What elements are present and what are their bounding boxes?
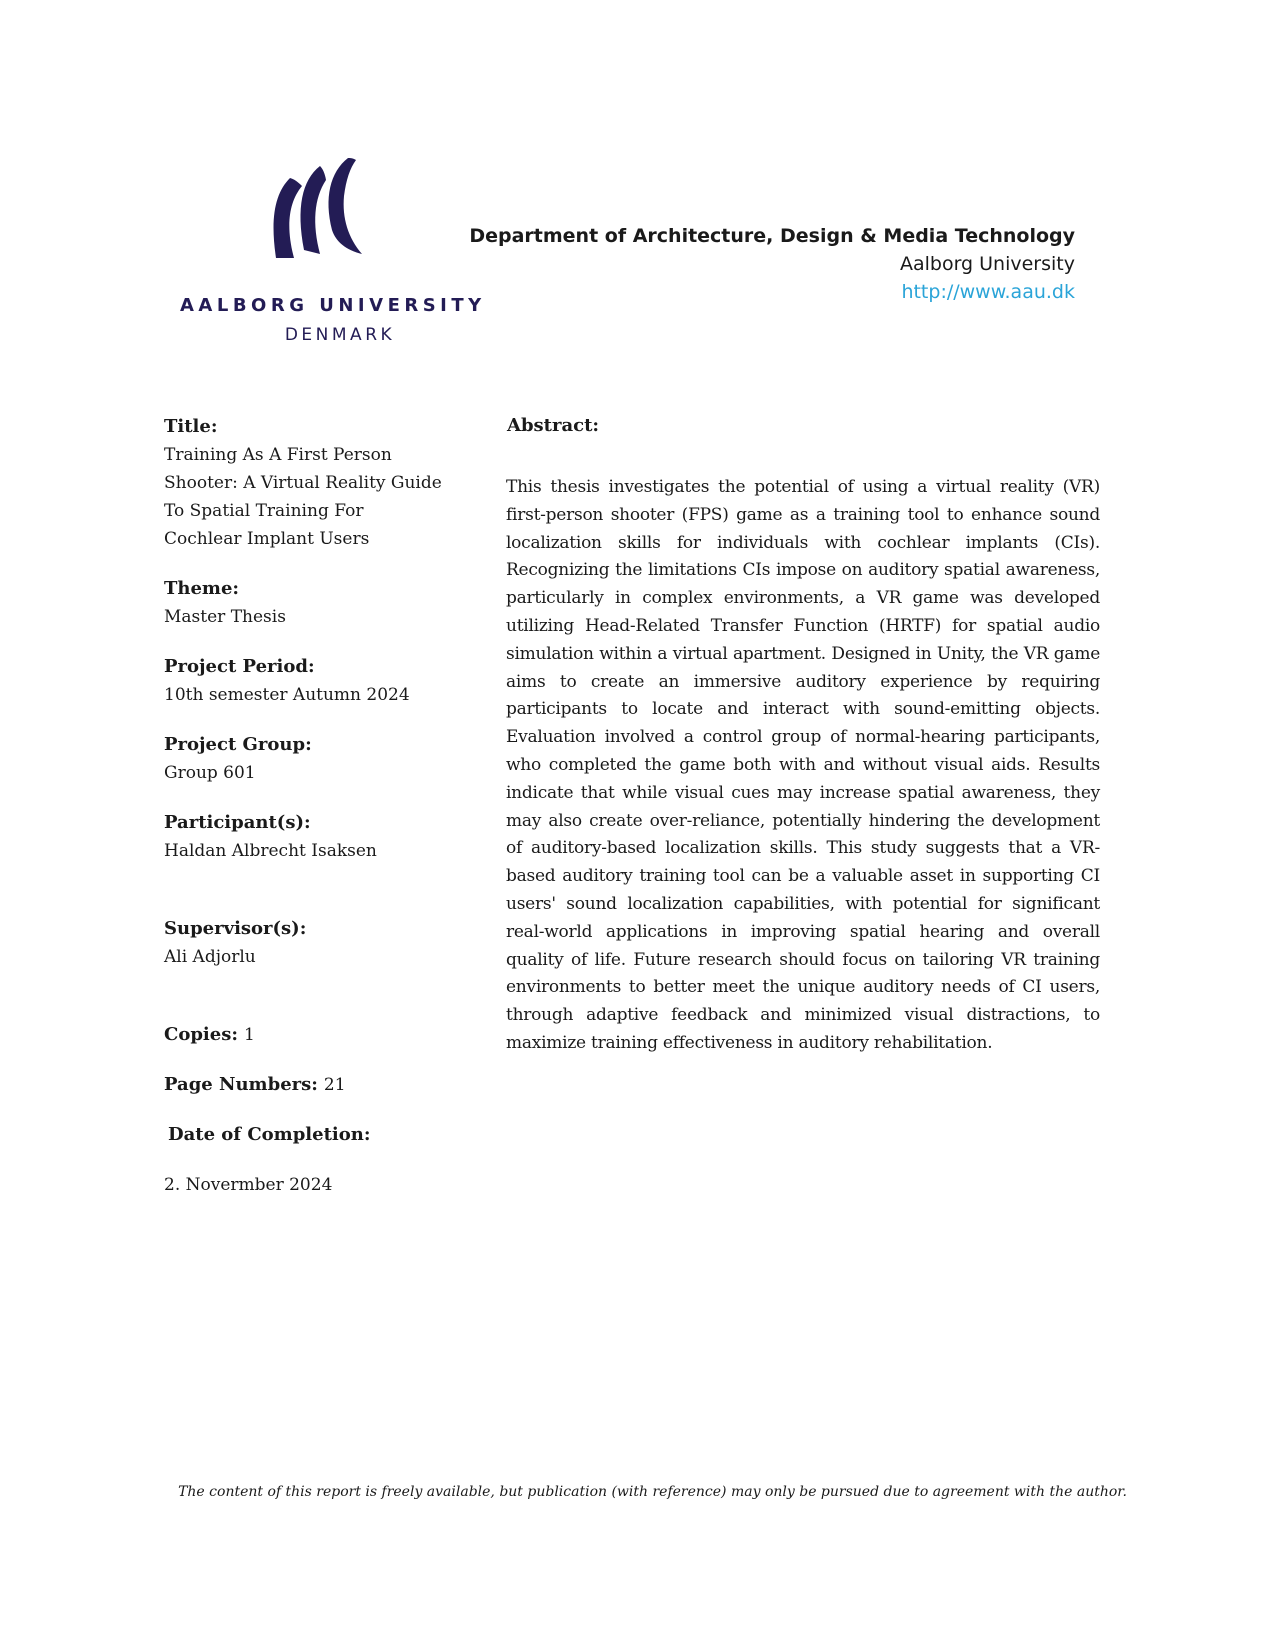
period-label: Project Period: — [164, 656, 315, 677]
department-name: Department of Architecture, Design & Media Technology — [469, 225, 1075, 247]
participants-value: Haldan Albrecht Isaksen — [164, 841, 377, 861]
title-label: Title: — [164, 416, 218, 437]
supervisors-label: Supervisor(s): — [164, 918, 307, 939]
pages-value: 21 — [323, 1075, 346, 1095]
date-value: 2. Novermber 2024 — [164, 1175, 333, 1195]
date-field — [164, 1121, 454, 1199]
copies-label: Copies: — [164, 1024, 238, 1045]
abstract-text: This thesis investigates the potential of using a virtual reality (VR) first-person shooter (FPS) game as a training tool to enhance sound localization skills for individuals with cochlear implants (CIs). Recognizing the limitations CIs impose on auditory spatial awareness, particularly in complex environments, a VR game was developed utilizing Head-Related Transfer Function (HRTF) for spatial audio simulation within a virtual apartment. Designed in Unity, the VR game aims to create an immersive auditory experience by requiring participants to locate and interact with sound-emitting objects. Evaluation involved a control group of normal-hearing participants, who completed the game both with and without visual aids. Results indicate that while visual cues may increase spatial awareness, they may also create over-reliance, potentially hindering the development of auditory-based localization skills. This study suggests that a VR-based auditory training tool can be a valuable asset in supporting CI users' sound localization capabilities, with potential for significant real-world applications in improving spatial hearing and overall quality of life. Future research should focus on tailoring VR training environments to better meet the unique auditory needs of CI users, through adaptive feedback and minimized visual distractions, to maximize training effectiveness in auditory rehabilitation. — [506, 477, 1100, 1053]
participants-field — [164, 809, 454, 865]
pages-field — [164, 1071, 454, 1099]
theme-label: Theme: — [164, 578, 240, 599]
metadata-column — [164, 413, 454, 1199]
supervisors-value: Ali Adjorlu — [164, 947, 256, 967]
supervisors-field — [164, 915, 454, 971]
title-field — [164, 413, 444, 553]
period-field — [164, 653, 454, 709]
logo-country: DENMARK — [284, 325, 396, 345]
university-logo — [180, 158, 486, 348]
footer-notice: The content of this report is freely available, but publication (with reference) may only be pursued due to agreement with the author. — [178, 1484, 1127, 1500]
group-label: Project Group: — [164, 734, 312, 755]
department-block — [469, 222, 1075, 306]
theme-field — [164, 575, 454, 631]
copies-value: 1 — [244, 1025, 255, 1045]
pages-label: Page Numbers: — [164, 1074, 318, 1095]
university-link[interactable]: http://www.aau.dk — [901, 281, 1075, 303]
aau-wave-logo-icon — [270, 158, 370, 263]
title-value: Training As A First Person Shooter: A Virtual Reality Guide To Spatial Training For Cochlear Implant Users — [164, 445, 442, 549]
logo-university-name: AALBORG UNIVERSITY — [180, 295, 486, 316]
abstract-label: Abstract: — [507, 415, 600, 436]
period-value: 10th semester Autumn 2024 — [164, 685, 410, 705]
group-field — [164, 731, 454, 787]
group-value: Group 601 — [164, 763, 256, 783]
copies-field — [164, 1021, 454, 1049]
date-label: Date of Completion: — [168, 1124, 371, 1145]
theme-value: Master Thesis — [164, 607, 286, 627]
participants-label: Participant(s): — [164, 812, 311, 833]
university-name: Aalborg University — [899, 253, 1075, 275]
